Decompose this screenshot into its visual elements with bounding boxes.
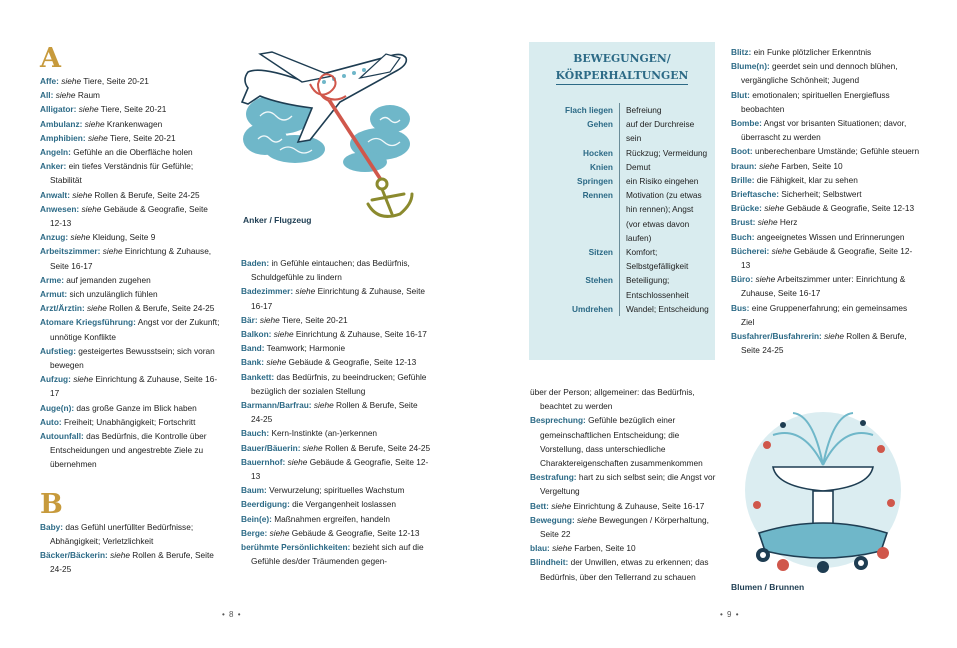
entry-reference: siehe: [259, 314, 280, 325]
movement-row: [529, 103, 715, 117]
movement-meaning: Motivation (zu etwas hin rennen); Angst (vor etwas davon laufen): [619, 188, 709, 245]
entry-reference: siehe: [266, 357, 287, 368]
entry-text: Einrichtung & Zuhause, Seite 16-17: [50, 374, 218, 399]
entry-reference: siehe: [764, 203, 785, 214]
movement-meaning: Komfort; Selbstgefälligkeit: [619, 245, 709, 273]
entry-keyword: Blindheit:: [530, 557, 569, 568]
entry-keyword: Brille:: [731, 174, 755, 185]
entry-reference: siehe: [759, 160, 779, 171]
entry-text: Tiere, Seite 20-21: [98, 104, 167, 115]
entry-text: hart zu sich selbst sein; die Angst vor Vergeltung: [540, 472, 716, 497]
movement-term: Springen: [577, 176, 613, 187]
entry-text: Tiere, Seite 20-21: [279, 314, 348, 325]
entry-text: Maßnahmen ergreifen, handeln: [274, 513, 390, 524]
entry-keyword: All:: [40, 90, 54, 101]
index-entry: [530, 499, 720, 513]
entry-text: Einrichtung & Zuhause, Seite 16-17: [251, 286, 426, 311]
movement-row: [529, 302, 715, 316]
index-entry: [40, 301, 220, 315]
entry-text: in Gefühle eintauchen; das Bedürfnis, Schuldgefühle zu lindern: [251, 258, 410, 283]
entry-keyword: Anker:: [40, 161, 67, 172]
entry-text: Raum: [75, 90, 100, 101]
entry-text: bezieht sich auf die Gefühle des/der Träumenden gegen-: [251, 542, 424, 567]
movements-list: [529, 103, 715, 316]
entry-keyword: Autounfall:: [40, 431, 84, 442]
entry-keyword: Blume(n):: [731, 61, 770, 72]
movement-term: Knien: [589, 161, 613, 172]
index-entry: [731, 301, 921, 329]
index-entry: [40, 74, 220, 88]
index-entry: [40, 273, 220, 287]
index-entry: [530, 385, 720, 413]
index-entry: [241, 327, 431, 341]
entry-text: Gebäude & Geografie, Seite 12-13: [50, 203, 208, 229]
entry-reference: siehe: [110, 550, 130, 561]
entry-keyword: Anwalt:: [40, 189, 70, 200]
page-number-right: • 9 •: [720, 610, 740, 619]
entry-keyword: Armut:: [40, 289, 68, 300]
entry-keyword: Bestrafung:: [530, 472, 577, 483]
index-entry: [40, 415, 220, 429]
index-entry: [241, 341, 431, 355]
entry-text: Angst vor der Zukunft; unnötige Konflikte: [50, 317, 220, 342]
index-entry: [241, 398, 431, 426]
entry-keyword: Bär:: [241, 314, 258, 325]
entry-reference: siehe: [84, 118, 105, 129]
entry-text: Kleidung, Seite 9: [90, 232, 156, 243]
entry-reference: siehe: [551, 500, 572, 511]
entry-text: Gebäude & Geografie, Seite 12-13: [251, 456, 429, 482]
entry-keyword: Balkon:: [241, 329, 272, 340]
entry-keyword: Auge(n):: [40, 402, 75, 413]
index-entry: [40, 401, 220, 415]
entry-reference: siehe: [295, 286, 316, 297]
entry-text: Rollen & Berufe, Seite 24-25: [92, 189, 200, 200]
entry-keyword: Aufzug:: [40, 374, 71, 385]
illustration-caption-right: Blumen / Brunnen: [731, 582, 805, 592]
index-entry: [40, 315, 220, 343]
entry-text: geerdet sein und dennoch blühen, vergängliche Schönheit; Jugend: [741, 61, 898, 86]
entry-keyword: Buch:: [731, 231, 755, 242]
entry-keyword: Baum:: [241, 485, 267, 496]
entry-reference: siehe: [61, 76, 82, 86]
entry-text: Rollen & Berufe, Seite 24-25: [251, 400, 418, 425]
index-entry: [241, 540, 431, 568]
index-entry: [241, 512, 431, 526]
entry-text: Gebäude & Geografie, Seite 12-13: [289, 527, 420, 538]
entry-keyword: Busfahrer/Busfahrerin:: [731, 331, 822, 342]
entry-text: Arbeitszimmer unter: Einrichtung & Zuhause, Seite 16-17: [741, 274, 906, 299]
movement-meaning: ein Risiko eingehen: [619, 174, 709, 188]
movement-term: Sitzen: [588, 247, 613, 258]
entry-keyword: Auto:: [40, 416, 62, 427]
entry-keyword: Bombe:: [731, 118, 762, 129]
entry-text: die Vergangenheit loslassen: [292, 499, 396, 510]
movements-sidebar-box: [529, 42, 715, 360]
index-entry: [241, 284, 431, 312]
index-entry: [40, 548, 220, 576]
entry-text: Kern-Instinkte (an-)erkennen: [271, 428, 378, 439]
entry-reference: siehe: [72, 189, 93, 200]
entry-keyword: Baden:: [241, 258, 270, 268]
movement-row: [529, 273, 715, 301]
entries-b: [40, 520, 220, 577]
entry-reference: siehe: [73, 374, 94, 385]
index-entry: [40, 102, 220, 116]
entry-reference: siehe: [824, 331, 844, 342]
box-title-line-2: KÖRPERHALTUNGEN: [556, 67, 689, 85]
entry-reference: siehe: [287, 456, 308, 467]
entries-b-right: [530, 385, 720, 584]
entry-keyword: Beerdigung:: [241, 499, 290, 510]
entry-text: der Unwillen, etwas zu erkennen; das Bedürfnis, über den Tellerrand zu schauen: [540, 557, 709, 582]
entry-text: Gebäude & Geografie, Seite 12-13: [286, 357, 417, 368]
entry-keyword: Bus:: [731, 302, 750, 313]
entry-text: Herz: [777, 217, 798, 228]
entry-text: Gebäude & Geografie, Seite 12-13: [741, 245, 913, 271]
entry-text: eine Gruppenerfahrung; ein gemeinsames Ziel: [741, 302, 908, 327]
entry-keyword: Aufstieg:: [40, 345, 76, 356]
index-entry: [40, 145, 220, 159]
index-entry: [530, 413, 720, 470]
movement-meaning: Wandel; Entscheidung: [619, 302, 709, 316]
entry-reference: siehe: [87, 132, 108, 143]
anchor-icon: [368, 179, 412, 216]
entries-b-cont: [241, 256, 431, 568]
index-entry: [530, 513, 720, 541]
entry-reference: siehe: [70, 232, 91, 243]
flower-fountain-illustration: [743, 405, 903, 575]
index-entry: [731, 59, 921, 87]
entry-keyword: Besprechung:: [530, 415, 586, 426]
entry-keyword: Boot:: [731, 146, 753, 157]
index-entry: [40, 230, 220, 244]
section-letter-a: A: [40, 43, 61, 74]
entry-reference: siehe: [269, 527, 290, 538]
index-entry: [731, 159, 921, 173]
entry-reference: siehe: [302, 442, 323, 453]
index-entry: [241, 455, 431, 483]
entry-keyword: braun:: [731, 160, 757, 171]
section-letter-b: B: [40, 488, 63, 520]
movement-meaning: Rückzug; Vermeidung: [619, 146, 709, 160]
entry-text: angeeignetes Wissen und Erinnerungen: [756, 231, 905, 242]
entry-keyword: Arbeitszimmer:: [40, 246, 101, 257]
index-column-2: [241, 256, 431, 568]
entry-keyword: Affe:: [40, 76, 59, 86]
entry-keyword: Alligator:: [40, 104, 77, 115]
index-entry: [731, 230, 921, 244]
index-entry: [241, 526, 431, 540]
index-entry: [40, 287, 220, 301]
index-entry: [241, 497, 431, 511]
entry-keyword: Blitz:: [731, 47, 752, 57]
index-entry: [530, 470, 720, 498]
entry-keyword: Bankett:: [241, 371, 275, 382]
index-entry: [40, 88, 220, 102]
entry-text: Rollen & Berufe, Seite 24-25: [50, 550, 214, 575]
movement-row: [529, 174, 715, 188]
box-title-line-1: BEWEGUNGEN/: [573, 52, 671, 65]
index-column-3: [530, 385, 720, 584]
movement-row: [529, 188, 715, 245]
entry-reference: siehe: [102, 246, 123, 257]
entry-text: das Bedürfnis, die Kontrolle über Entscheidungen und angestrebte Ziele zu übernehmen: [50, 431, 207, 470]
index-entry: [731, 272, 921, 300]
index-entry: [731, 144, 921, 158]
movement-row: [529, 117, 715, 145]
entry-text: Sicherheit; Selbstwert: [781, 189, 862, 200]
entry-keyword: Brust:: [731, 217, 756, 228]
entry-text: Einrichtung & Zuhause, Seite 16-17: [293, 329, 427, 340]
entry-keyword: Bauch:: [241, 428, 270, 439]
entry-keyword: Ambulanz:: [40, 118, 83, 129]
movement-row: [529, 160, 715, 174]
index-entry: [731, 88, 921, 116]
entry-keyword: Brücke:: [731, 203, 762, 214]
entry-text: auf jemanden zugehen: [66, 274, 151, 285]
index-entry: [241, 441, 431, 455]
index-entry: [731, 173, 921, 187]
entry-reference: siehe: [273, 329, 294, 340]
entry-text: Gefühle bezüglich einer gemeinschaftlichen Entscheidung; die Vorstellung, dass unterschiedliche Charaktereigenschaften zusammenkommen: [540, 415, 703, 469]
index-entry: [40, 372, 220, 400]
entry-keyword: Bücherei:: [731, 245, 770, 256]
entry-reference: siehe: [552, 543, 572, 554]
entry-keyword: Angeln:: [40, 147, 71, 158]
illustration-caption: Anker / Flugzeug: [243, 215, 312, 225]
index-entry: [40, 117, 220, 131]
index-entry: [241, 426, 431, 440]
entries-a: [40, 74, 220, 472]
entry-keyword: Badezimmer:: [241, 286, 294, 297]
movement-term: Gehen: [587, 119, 613, 130]
entry-reference: siehe: [55, 90, 76, 101]
entry-text: das Gefühl unerfüllter Bedürfnisse; Abhängigkeit; Verletzlichkeit: [50, 521, 194, 546]
entry-text: das Bedürfnis, zu beeindrucken; Gefühle bezüglich der sozialen Stellung: [251, 371, 427, 396]
index-entry: [241, 256, 431, 284]
index-entry: [40, 159, 220, 187]
entry-keyword: Bein(e):: [241, 513, 272, 524]
index-column-1: [40, 44, 220, 577]
index-entry: [40, 188, 220, 202]
entry-text: Tiere, Seite 20-21: [81, 76, 149, 86]
entry-text: über der Person; allgemeiner: das Bedürfnis, beachtet zu werden: [530, 387, 695, 412]
entry-text: Rollen & Berufe, Seite 24-25: [106, 303, 215, 314]
entry-text: Freiheit; Unabhängigkeit; Fortschritt: [63, 416, 196, 427]
entry-keyword: Anwesen:: [40, 203, 80, 214]
entry-text: ein tiefes Verständnis für Gefühle; Stabilität: [50, 161, 194, 186]
entries-b-right-2: [731, 45, 921, 357]
index-entry: [731, 116, 921, 144]
index-entry: [241, 370, 431, 398]
index-entry: [731, 244, 921, 272]
entry-reference: siehe: [577, 514, 597, 525]
entry-text: Gebäude & Geografie, Seite 12-13: [784, 203, 915, 214]
entry-keyword: Bett:: [530, 500, 549, 511]
left-page: [0, 0, 478, 648]
movement-term: Rennen: [582, 190, 613, 201]
entry-keyword: blau:: [530, 543, 550, 554]
entry-reference: siehe: [771, 245, 792, 256]
entry-text: ein Funke plötzlicher Erkenntnis: [753, 47, 872, 57]
entry-keyword: Büro:: [731, 274, 754, 285]
index-entry: [241, 483, 431, 497]
entry-text: Farben, Seite 10: [571, 543, 636, 554]
index-entry: [530, 555, 720, 583]
entry-text: das große Ganze im Blick haben: [76, 402, 197, 413]
entry-keyword: Blut:: [731, 89, 750, 100]
entry-text: sich unzulänglich fühlen: [69, 289, 158, 300]
entry-keyword: Barmann/Barfrau:: [241, 400, 312, 411]
entry-text: Bewegungen / Körperhaltung, Seite 22: [540, 514, 709, 540]
index-entry: [731, 329, 921, 357]
entry-text: Angst vor brisanten Situationen; davor, überrascht zu werden: [741, 118, 907, 143]
entry-reference: siehe: [757, 217, 778, 228]
entry-keyword: Baby:: [40, 521, 64, 532]
index-entry: [241, 313, 431, 327]
entry-keyword: Bewegung:: [530, 514, 575, 525]
movement-term: Umdrehen: [571, 303, 613, 314]
index-column-4: [731, 45, 921, 357]
entry-keyword: Arzt/Ärztin:: [40, 303, 85, 314]
entry-text: Rollen & Berufe, Seite 24-25: [322, 442, 431, 453]
entry-reference: siehe: [81, 203, 102, 214]
index-entry: [731, 45, 921, 59]
entry-text: die Fähigkeit, klar zu sehen: [756, 174, 858, 185]
movement-term: Hocken: [583, 147, 613, 158]
entry-keyword: Bäcker/Bäckerin:: [40, 550, 108, 561]
entry-text: Rollen & Berufe, Seite 24-25: [741, 331, 907, 356]
entry-keyword: Atomare Kriegsführung:: [40, 317, 136, 328]
airplane-anchor-illustration: [240, 44, 420, 219]
index-entry: [40, 244, 220, 272]
entry-keyword: Amphibien:: [40, 132, 86, 143]
index-entry: [241, 355, 431, 369]
movement-meaning: Befreiung: [619, 103, 709, 117]
entry-text: Einrichtung & Zuhause, Seite 16-17: [571, 500, 705, 511]
entry-reference: siehe: [87, 303, 107, 314]
entry-keyword: Bank:: [241, 357, 265, 368]
entry-reference: siehe: [78, 104, 99, 115]
index-entry: [40, 202, 220, 230]
entry-keyword: Anzug:: [40, 232, 69, 243]
entry-keyword: Arme:: [40, 274, 64, 285]
index-entry: [40, 131, 220, 145]
entry-text: Verwurzelung; spirituelles Wachstum: [269, 485, 405, 496]
index-entry: [731, 187, 921, 201]
entry-text: Teamwork; Harmonie: [266, 343, 346, 354]
movement-meaning: auf der Durchreise sein: [619, 117, 709, 145]
index-entry: [40, 520, 220, 548]
movement-row: [529, 245, 715, 273]
entry-text: Krankenwagen: [104, 118, 163, 129]
entry-text: emotionalen; spirituellen Energiefluss beobachten: [741, 89, 890, 114]
entry-text: unberechenbare Umstände; Gefühle steuern: [754, 146, 920, 157]
movement-term: Stehen: [585, 275, 613, 286]
movement-meaning: Beteiligung; Entschlossenheit: [619, 273, 709, 301]
entry-text: Gefühle an die Oberfläche holen: [73, 147, 193, 158]
entry-text: Einrichtung & Zuhause, Seite 16-17: [50, 246, 212, 271]
page-number: • 8 •: [222, 610, 242, 619]
movement-row: [529, 146, 715, 160]
movement-meaning: Demut: [619, 160, 709, 174]
entry-keyword: Brieftasche:: [731, 189, 779, 200]
index-entry: [530, 541, 720, 555]
entry-keyword: Berge:: [241, 527, 268, 538]
entry-keyword: berühmte Persönlichkeiten:: [241, 542, 351, 553]
entry-text: gesteigertes Bewusstsein; sich voran bewegen: [50, 345, 215, 371]
index-entry: [40, 429, 220, 472]
index-entry: [40, 344, 220, 372]
entry-reference: siehe: [313, 400, 334, 411]
entry-text: Tiere, Seite 20-21: [107, 132, 176, 143]
box-title: [529, 50, 715, 85]
movement-term: Flach liegen: [565, 105, 613, 115]
entry-reference: siehe: [755, 274, 776, 285]
index-entry: [731, 215, 921, 229]
entry-keyword: Bauernhof:: [241, 456, 286, 467]
index-entry: [731, 201, 921, 215]
entry-keyword: Band:: [241, 343, 265, 354]
entry-keyword: Bauer/Bäuerin:: [241, 442, 301, 453]
entry-text: Farben, Seite 10: [778, 160, 843, 171]
